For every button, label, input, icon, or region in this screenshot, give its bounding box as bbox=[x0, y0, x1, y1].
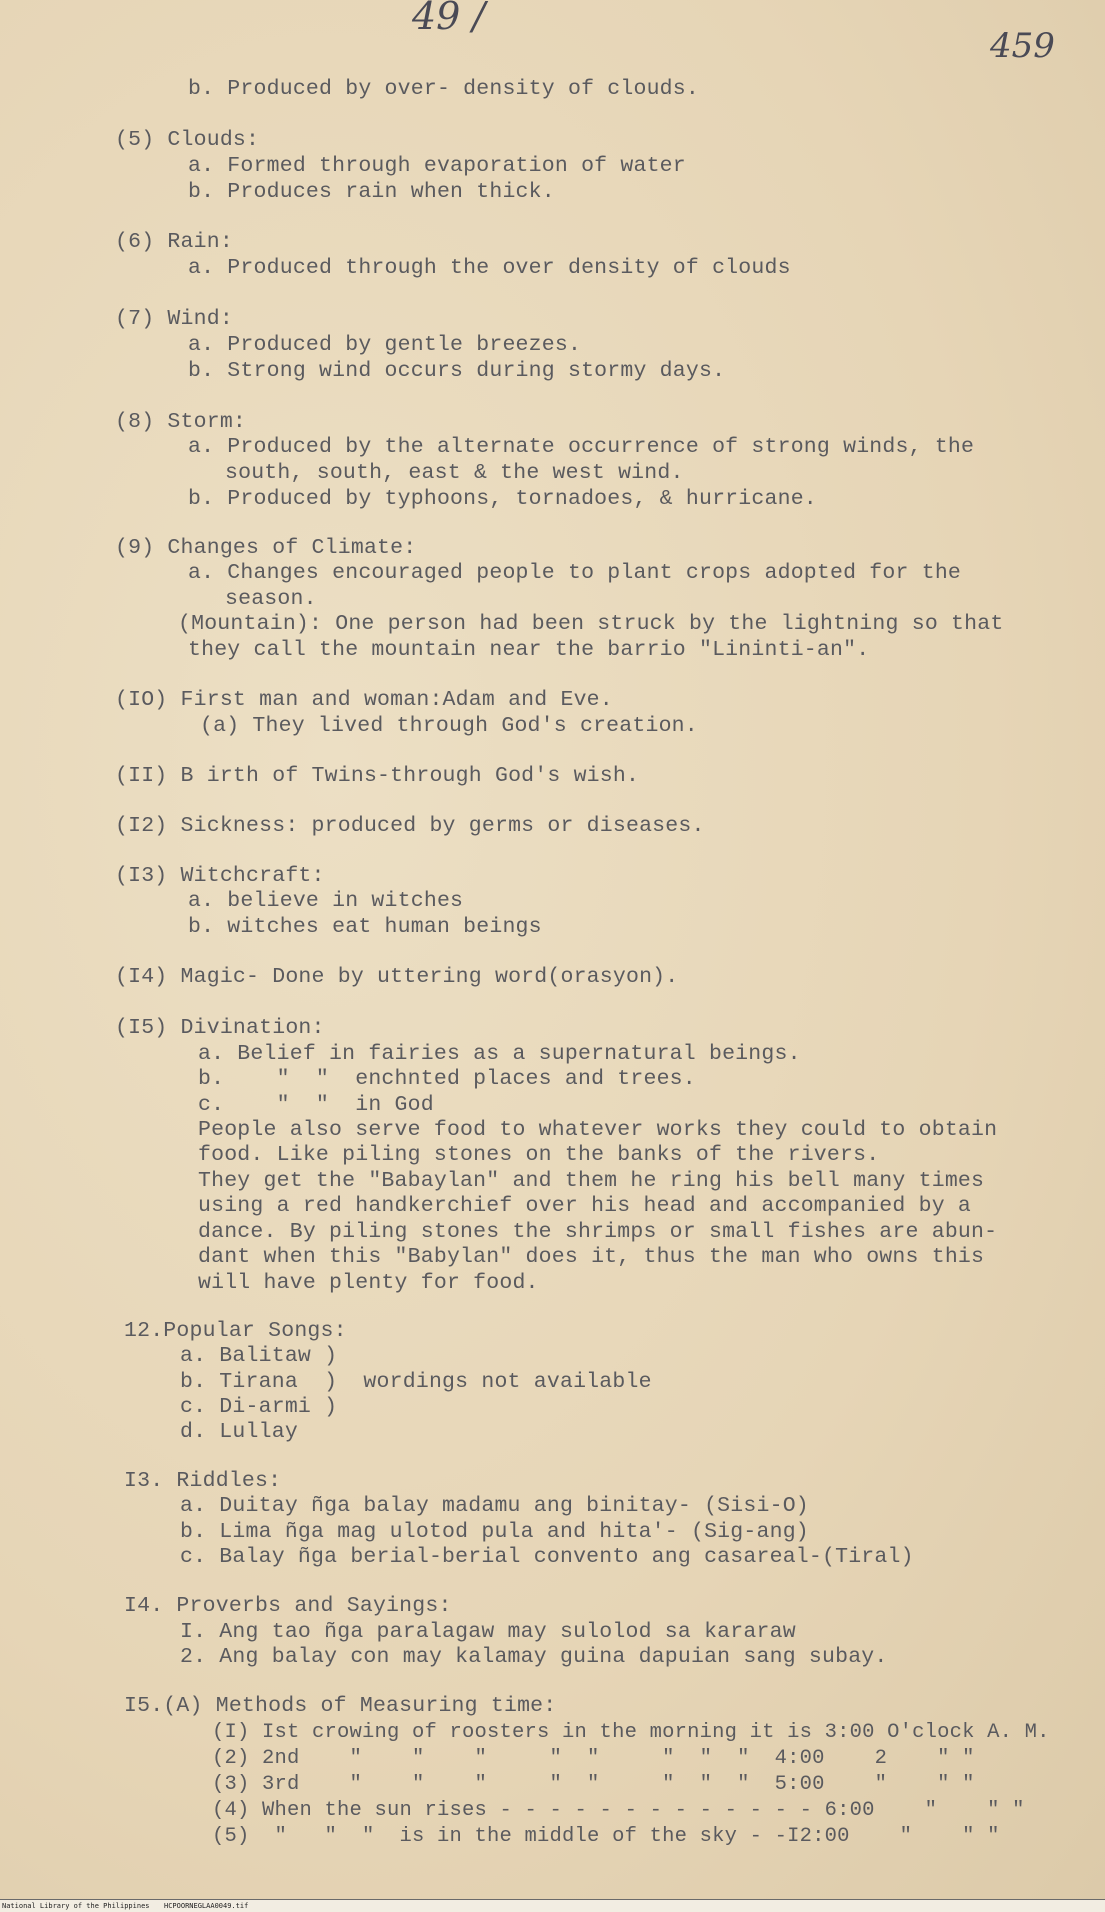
text-line: c. Di-armi ) bbox=[180, 1395, 338, 1419]
text-line: (IO) First man and woman:Adam and Eve. bbox=[115, 688, 613, 712]
footer-file-name: HCPOORNEGLAA0049.tif bbox=[164, 1902, 249, 1910]
text-line: a. Duitay ñga balay madamu ang binitay- (Sisi-O) bbox=[180, 1494, 809, 1518]
text-line: I3. Riddles: bbox=[124, 1469, 282, 1493]
text-line: b. Produced by typhoons, tornadoes, & hurricane. bbox=[188, 487, 817, 511]
text-line: b. " " enchnted places and trees. bbox=[198, 1067, 696, 1091]
text-line: a. Formed through evaporation of water bbox=[188, 154, 686, 178]
text-line: 12.Popular Songs: bbox=[124, 1319, 347, 1343]
text-line: (4) When the sun rises - - - - - - - - - - - - - 6:00 " " " bbox=[212, 1799, 1025, 1822]
text-line: (a) They lived through God's creation. bbox=[200, 714, 698, 738]
text-line: they call the mountain near the barrio "Lininti-an". bbox=[188, 638, 870, 662]
handwritten-page-number-right: 459 bbox=[990, 26, 1055, 66]
text-line: using a red handkerchief over his head and accompanied by a bbox=[198, 1194, 972, 1218]
text-line: will have plenty for food. bbox=[198, 1271, 539, 1295]
text-line: dance. By piling stones the shrimps or small fishes are abun- bbox=[198, 1220, 998, 1244]
text-line: They get the "Babaylan" and them he ring his bell many times bbox=[198, 1169, 985, 1193]
text-line: c. Balay ñga berial-berial convento ang casareal-(Tiral) bbox=[180, 1545, 914, 1569]
text-line: a. Changes encouraged people to plant crops adopted for the bbox=[188, 561, 962, 585]
text-line: (2) 2nd " " " " " " " " 4:00 2 " " bbox=[212, 1747, 975, 1770]
text-line: a. Produced through the over density of clouds bbox=[188, 256, 791, 280]
text-line: (I2) Sickness: produced by germs or diseases. bbox=[115, 814, 705, 838]
text-line: a. Produced by gentle breezes. bbox=[188, 333, 582, 357]
text-line: (I4) Magic- Done by uttering word(orasyon). bbox=[115, 965, 679, 989]
text-line: c. " " in God bbox=[198, 1093, 434, 1117]
text-line: b. Strong wind occurs during stormy days. bbox=[188, 359, 726, 383]
footer-library-name: National Library of the Philippines bbox=[2, 1902, 150, 1910]
text-line: a. believe in witches bbox=[188, 889, 464, 913]
text-line: a. Belief in fairies as a supernatural beings. bbox=[198, 1042, 801, 1066]
text-line: I. Ang tao ñga paralagaw may sulolod sa kararaw bbox=[180, 1620, 796, 1644]
text-line: b. Produced by over- density of clouds. bbox=[188, 77, 699, 101]
text-line: b. witches eat human beings bbox=[188, 915, 542, 939]
text-line: People also serve food to whatever works they could to obtain bbox=[198, 1118, 998, 1142]
text-line: a. Balitaw ) bbox=[180, 1344, 338, 1368]
text-line: (II) B irth of Twins-through God's wish. bbox=[115, 764, 640, 788]
text-line: season. bbox=[225, 587, 317, 611]
archive-footer bbox=[0, 1899, 1105, 1912]
text-line: b. Lima ñga mag ulotod pula and hita'- (Sig-ang) bbox=[180, 1520, 809, 1544]
text-line: (5) Clouds: bbox=[115, 128, 260, 152]
text-line: (Mountain): One person had been struck by the lightning so that bbox=[178, 612, 1004, 636]
text-line: (3) 3rd " " " " " " " " 5:00 " " " bbox=[212, 1773, 975, 1796]
text-line: (5) " " " is in the middle of the sky - -I2:00 " " " bbox=[212, 1825, 1000, 1848]
text-line: (9) Changes of Climate: bbox=[115, 536, 417, 560]
text-line: (6) Rain: bbox=[115, 230, 233, 254]
text-line: d. Lullay bbox=[180, 1420, 298, 1444]
text-line: (8) Storm: bbox=[115, 410, 247, 434]
text-line: (7) Wind: bbox=[115, 307, 233, 331]
text-line: south, south, east & the west wind. bbox=[225, 461, 684, 485]
text-line: food. Like piling stones on the banks of the rivers. bbox=[198, 1143, 880, 1167]
text-line: b. Tirana ) wordings not available bbox=[180, 1370, 652, 1394]
text-line: b. Produces rain when thick. bbox=[188, 180, 555, 204]
text-line: (I3) Witchcraft: bbox=[115, 864, 325, 888]
text-line: I5.(A) Methods of Measuring time: bbox=[124, 1694, 557, 1718]
text-line: (I5) Divination: bbox=[115, 1016, 325, 1040]
text-line: dant when this "Babylan" does it, thus the man who owns this bbox=[198, 1245, 985, 1269]
handwritten-page-number-top: 49 / bbox=[412, 0, 486, 38]
text-line: 2. Ang balay con may kalamay guina dapuian sang subay. bbox=[180, 1645, 888, 1669]
text-line: a. Produced by the alternate occurrence of strong winds, the bbox=[188, 435, 975, 459]
text-line: (I) Ist crowing of roosters in the morning it is 3:00 O'clock A. M. bbox=[212, 1721, 1050, 1744]
text-line: I4. Proverbs and Sayings: bbox=[124, 1594, 452, 1618]
